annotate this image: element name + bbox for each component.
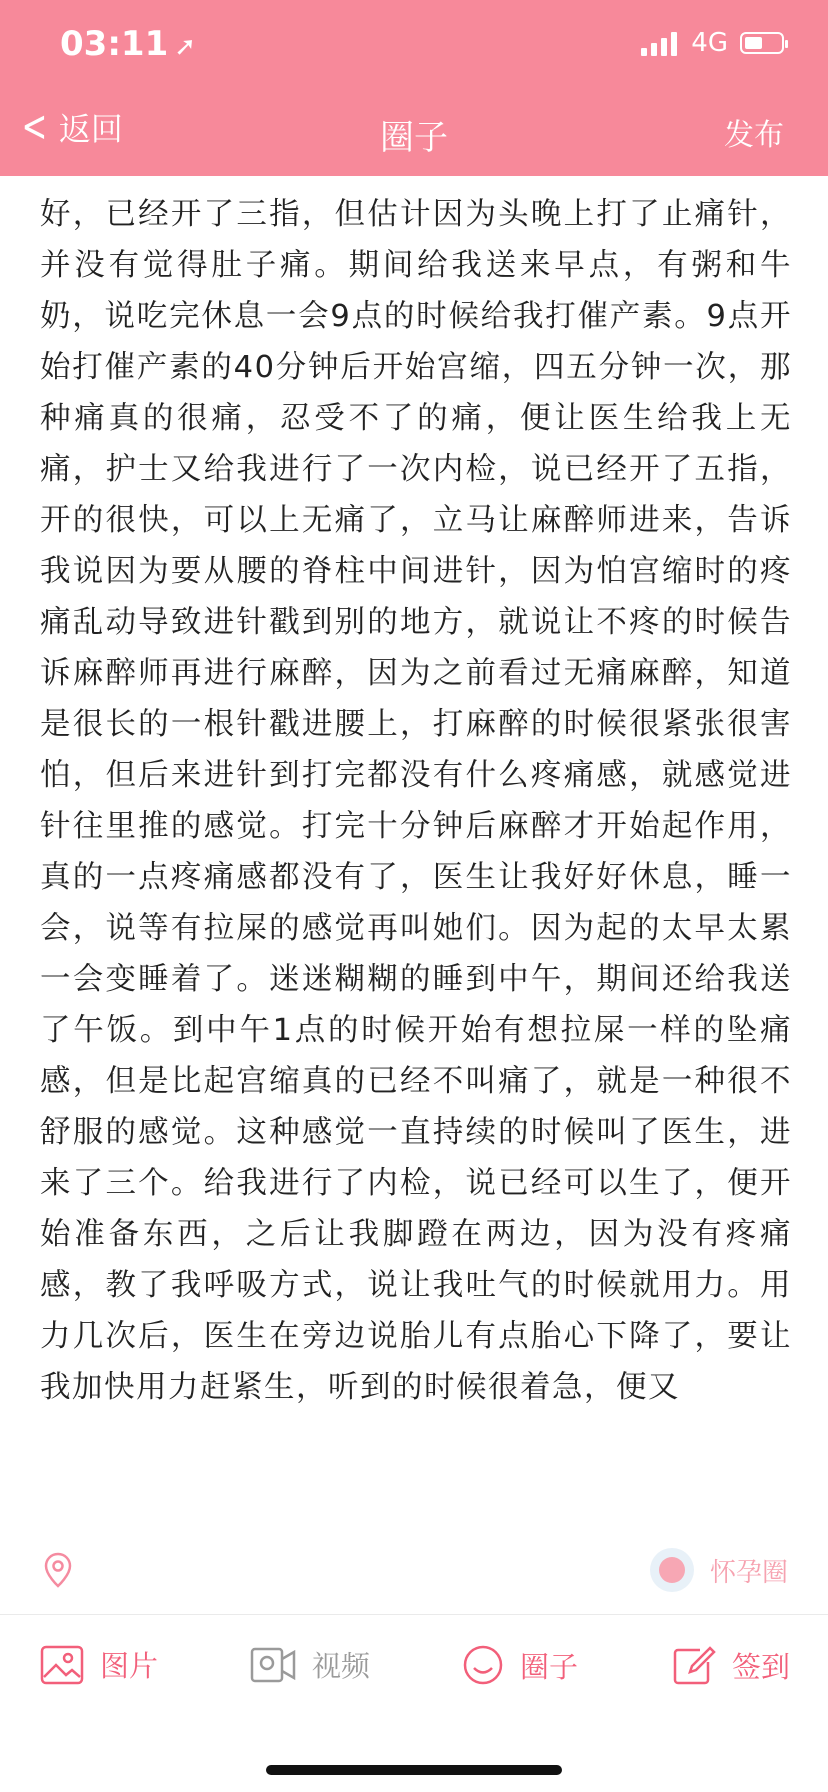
toolbar-image-button[interactable] xyxy=(40,1644,158,1685)
compose-toolbar xyxy=(0,1620,828,1720)
chevron-left-icon: < xyxy=(21,101,48,152)
battery-icon xyxy=(740,32,784,54)
toolbar-checkin-label: 签到 xyxy=(732,1649,791,1684)
toolbar-circle-button[interactable] xyxy=(462,1644,578,1686)
toolbar-circle-label: 圈子 xyxy=(520,1649,579,1684)
location-arrow-icon: ➚ xyxy=(174,32,197,62)
publish-button[interactable]: 发布 xyxy=(724,118,784,153)
video-icon xyxy=(250,1645,296,1685)
signal-icon xyxy=(641,30,681,56)
toolbar-video-label: 视频 xyxy=(312,1649,371,1683)
toolbar-checkin-button[interactable] xyxy=(672,1644,790,1686)
toolbar-image-label: 图片 xyxy=(100,1649,159,1683)
post-meta-bar xyxy=(0,1540,828,1604)
location-pin-icon[interactable] xyxy=(44,1552,72,1592)
nav-header xyxy=(0,0,828,176)
checkin-icon xyxy=(672,1644,716,1686)
circle-tag-label: 怀孕圈 xyxy=(709,1557,788,1588)
pregnancy-circle-icon xyxy=(650,1548,694,1592)
divider xyxy=(0,1614,828,1615)
toolbar-video-button[interactable] xyxy=(250,1644,370,1685)
status-time-text: 03:11 xyxy=(60,24,169,64)
status-time xyxy=(60,24,196,64)
network-type: 4G xyxy=(691,28,728,58)
circle-tag[interactable] xyxy=(650,1548,788,1592)
status-indicators xyxy=(641,28,784,58)
back-label: 返回 xyxy=(58,110,123,148)
home-indicator xyxy=(266,1765,562,1775)
circle-icon xyxy=(462,1644,504,1686)
image-icon xyxy=(40,1645,84,1685)
page-title: 圈子 xyxy=(380,118,448,158)
post-content[interactable] xyxy=(40,176,792,1536)
post-text: 好，已经开了三指，但估计因为头晚上打了止痛针，并没有觉得肚子痛。期间给我送来早点，有粥和牛奶，说吃完休息一会9点的时候给我打催产素。9点开始打催产素的40分钟后开始宫缩，四五分钟一次，那种痛真的很痛，忍受不了的痛，便让医生给我上无痛，护士又给我进行了一次内检，说已经开了五指，开的很快，可以上无痛了，立马让麻醉师进来，告诉我说因为要从腰的脊柱中间进针，因为怕宫缩时的疼痛乱动导致进针戳到别的地方，就说让不疼的时候告诉麻醉师再进行麻醉，因为之前看过无痛麻醉，知道是很长的一根针戳进腰上，打麻醉的时候很紧张很害怕，但后来进针到打完都没有什么疼痛感，就感觉进针往里推的感觉。打完十分钟后麻醉才开始起作用，真的一点疼痛感都没有了，医生让我好好休息，睡一会，说等有拉屎的感觉再叫她们。因为起的太早太累一会变睡着了。迷迷糊糊的睡到中午，期间还给我送了午饭。到中午1点的时候开始有想拉屎一样的坠痛感，但是比起宫缩真的已经不叫痛了，就是一种很不舒服的感觉。这种感觉一直持续的时候叫了医生，进来了三个。给我进行了内检，说已经可以生了，便开始准备东西，之后让我脚蹬在两边，因为没有疼痛感，教了我呼吸方式，说让我吐气的时候就用力。用力几次后，医生在旁边说胎儿有点胎心下降了，要让我加快用力赶紧生，听到的时候很着急，便又 xyxy=(40,197,792,1405)
